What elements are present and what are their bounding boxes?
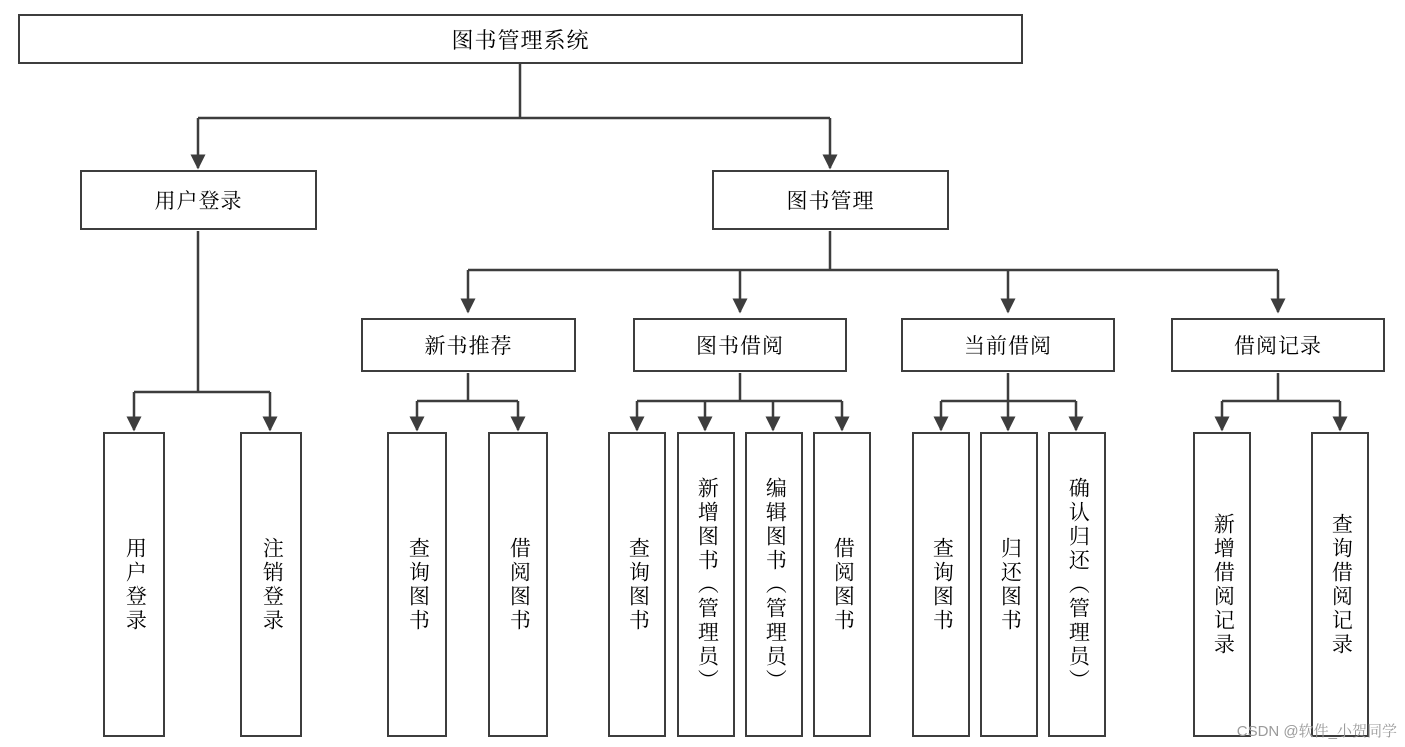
leaf-return-book[interactable] bbox=[980, 432, 1038, 737]
leaf-add-record-label: 新增借阅记录 bbox=[1211, 512, 1235, 657]
node-book-borrow[interactable] bbox=[633, 318, 847, 372]
node-borrow-record[interactable] bbox=[1171, 318, 1385, 372]
leaf-user-login-label: 用户登录 bbox=[123, 536, 147, 633]
leaf-borrow-book-2[interactable] bbox=[813, 432, 871, 737]
leaf-query-book-3-label: 查询图书 bbox=[930, 536, 954, 633]
leaf-return-book-label: 归还图书 bbox=[998, 536, 1022, 633]
node-root[interactable] bbox=[18, 14, 1023, 64]
node-current-borrow-label: 当前借阅 bbox=[964, 335, 1052, 358]
leaf-edit-book-label: 编辑图书（管理员） bbox=[763, 476, 787, 693]
leaf-query-book-2-label: 查询图书 bbox=[626, 536, 650, 633]
leaf-query-book-1-label: 查询图书 bbox=[406, 536, 430, 633]
node-root-label: 图书管理系统 bbox=[451, 27, 590, 53]
leaf-borrow-book-1-label: 借阅图书 bbox=[507, 536, 531, 633]
leaf-query-book-2[interactable] bbox=[608, 432, 666, 737]
node-new-book-recommend-label: 新书推荐 bbox=[424, 335, 513, 358]
node-new-book-recommend[interactable] bbox=[361, 318, 576, 372]
leaf-add-book[interactable] bbox=[677, 432, 735, 737]
leaf-borrow-book-2-label: 借阅图书 bbox=[831, 536, 855, 633]
leaf-confirm-return-label: 确认归还（管理员） bbox=[1066, 476, 1090, 693]
node-book-manage[interactable] bbox=[712, 170, 949, 230]
node-user-login-label: 用户登录 bbox=[154, 190, 243, 213]
leaf-add-record[interactable] bbox=[1193, 432, 1251, 737]
node-book-manage-label: 图书管理 bbox=[786, 190, 875, 213]
leaf-confirm-return[interactable] bbox=[1048, 432, 1106, 737]
leaf-add-book-label: 新增图书（管理员） bbox=[695, 476, 719, 693]
leaf-query-record-label: 查询借阅记录 bbox=[1329, 512, 1353, 657]
leaf-query-record[interactable] bbox=[1311, 432, 1369, 737]
node-user-login[interactable] bbox=[80, 170, 317, 230]
leaf-borrow-book-1[interactable] bbox=[488, 432, 548, 737]
leaf-user-login[interactable] bbox=[103, 432, 165, 737]
node-borrow-record-label: 借阅记录 bbox=[1234, 335, 1322, 358]
leaf-query-book-3[interactable] bbox=[912, 432, 970, 737]
leaf-logout-label: 注销登录 bbox=[260, 536, 284, 633]
leaf-edit-book[interactable] bbox=[745, 432, 803, 737]
leaf-query-book-1[interactable] bbox=[387, 432, 447, 737]
watermark: CSDN @软件_小贺同学 bbox=[1236, 723, 1397, 740]
node-book-borrow-label: 图书借阅 bbox=[696, 335, 784, 358]
node-current-borrow[interactable] bbox=[901, 318, 1115, 372]
leaf-logout[interactable] bbox=[240, 432, 302, 737]
